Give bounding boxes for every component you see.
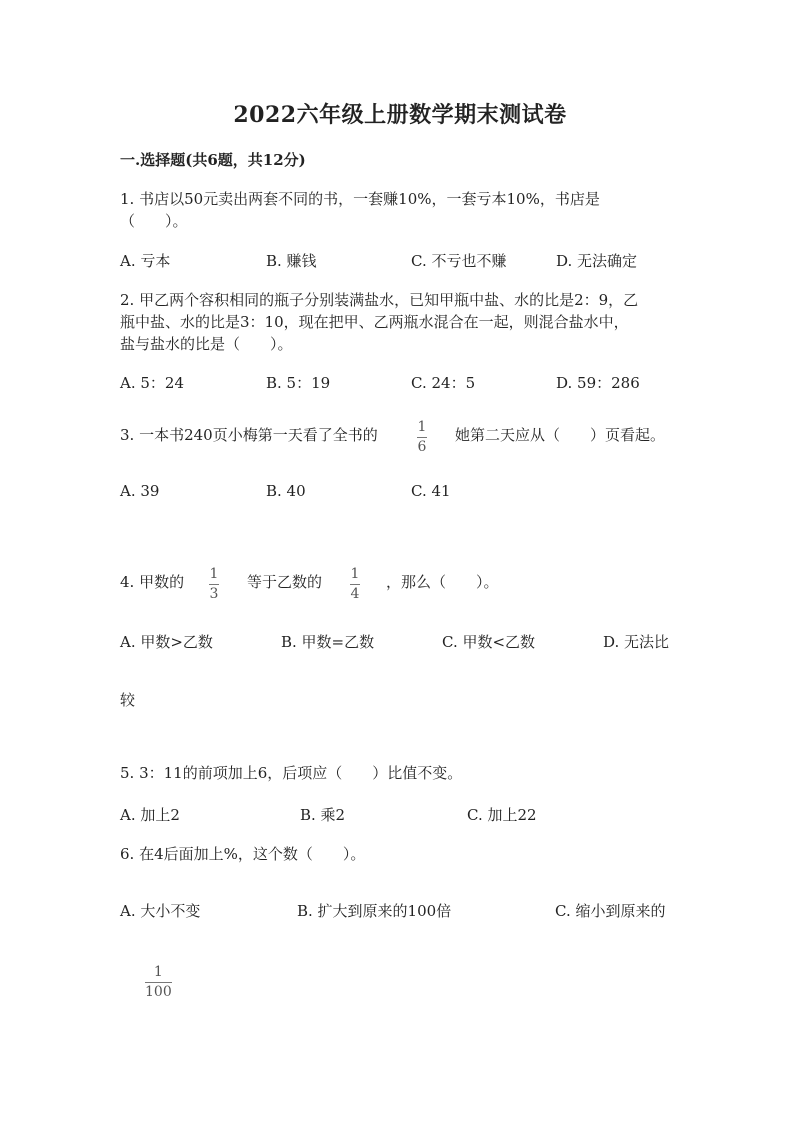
- fraction-numerator: 1: [350, 566, 360, 582]
- question-4-text-end: ，那么（ ）。: [386, 573, 499, 591]
- question-1-option-a[interactable]: A. 亏本: [120, 252, 171, 270]
- page-title: 2022六年级上册数学期末测试卷: [233, 102, 567, 128]
- question-4-fraction-1: [209, 567, 219, 601]
- fraction-bar: [417, 437, 427, 438]
- question-3-text-start: 3. 一本书240页小梅第一天看了全书的: [120, 426, 378, 444]
- question-4-text-middle: 等于乙数的: [247, 573, 323, 591]
- question-4-option-a[interactable]: A. 甲数>乙数: [120, 633, 213, 651]
- question-2-line-2: 瓶中盐、水的比是3：10，现在把甲、乙两瓶水混合在一起，则混合盐水中，: [120, 313, 629, 331]
- question-2-option-b[interactable]: B. 5：19: [266, 374, 331, 392]
- question-3-option-a[interactable]: A. 39: [120, 482, 160, 500]
- question-1-line-1: 1. 书店以50元卖出两套不同的书，一套赚10%，一套亏本10%，书店是: [120, 190, 600, 208]
- fraction-denominator: 3: [209, 586, 219, 602]
- question-1-option-c[interactable]: C. 不亏也不赚: [411, 252, 507, 270]
- fraction-bar: [145, 982, 172, 983]
- question-2-option-d[interactable]: D. 59：286: [556, 374, 640, 392]
- fraction-numerator: 1: [209, 566, 219, 582]
- question-3-option-c[interactable]: C. 41: [411, 482, 451, 500]
- fraction-denominator: 4: [350, 586, 360, 602]
- fraction-numerator: 1: [417, 419, 427, 435]
- fraction-bar: [209, 584, 219, 585]
- question-4-option-b[interactable]: B. 甲数=乙数: [281, 633, 375, 651]
- question-5-option-a[interactable]: A. 加上2: [120, 806, 180, 824]
- question-1-option-b[interactable]: B. 赚钱: [266, 252, 317, 270]
- question-2-option-a[interactable]: A. 5：24: [120, 374, 184, 392]
- fraction-numerator: 1: [153, 964, 163, 980]
- question-5-option-b[interactable]: B. 乘2: [300, 806, 346, 824]
- question-3-fraction: [417, 420, 427, 454]
- question-3-text-end: 她第二天应从（ ）页看起。: [455, 426, 666, 444]
- question-2-line-3: 盐与盐水的比是（ ）。: [120, 335, 293, 353]
- fraction-denominator: 6: [417, 439, 427, 455]
- question-6-option-c-fraction: [145, 965, 172, 999]
- question-4-option-c[interactable]: C. 甲数<乙数: [442, 633, 536, 651]
- fraction-bar: [350, 584, 360, 585]
- section-heading: 一.选择题(共6题，共12分): [120, 151, 306, 169]
- question-6-option-b[interactable]: B. 扩大到原来的100倍: [297, 902, 452, 920]
- question-6-option-a[interactable]: A. 大小不变: [120, 902, 201, 920]
- question-6-text: 6. 在4后面加上%，这个数（ ）。: [120, 845, 366, 863]
- question-2-line-1: 2. 甲乙两个容积相同的瓶子分别装满盐水，已知甲瓶中盐、水的比是2：9，乙: [120, 291, 639, 309]
- question-4-option-d[interactable]: D. 无法比: [603, 633, 670, 651]
- question-5-option-c[interactable]: C. 加上22: [467, 806, 537, 824]
- question-6-option-c[interactable]: C. 缩小到原来的: [555, 902, 666, 920]
- question-3-option-b[interactable]: B. 40: [266, 482, 306, 500]
- fraction-denominator: 100: [145, 984, 172, 1000]
- question-2-option-c[interactable]: C. 24：5: [411, 374, 476, 392]
- question-1-option-d[interactable]: D. 无法确定: [556, 252, 638, 270]
- question-4-text-start: 4. 甲数的: [120, 573, 185, 591]
- question-4-option-d-wrap[interactable]: 较: [120, 691, 136, 709]
- question-5-text: 5. 3：11的前项加上6，后项应（ ）比值不变。: [120, 764, 463, 782]
- question-1-line-2: （ ）。: [120, 212, 188, 230]
- question-4-fraction-2: [350, 567, 360, 601]
